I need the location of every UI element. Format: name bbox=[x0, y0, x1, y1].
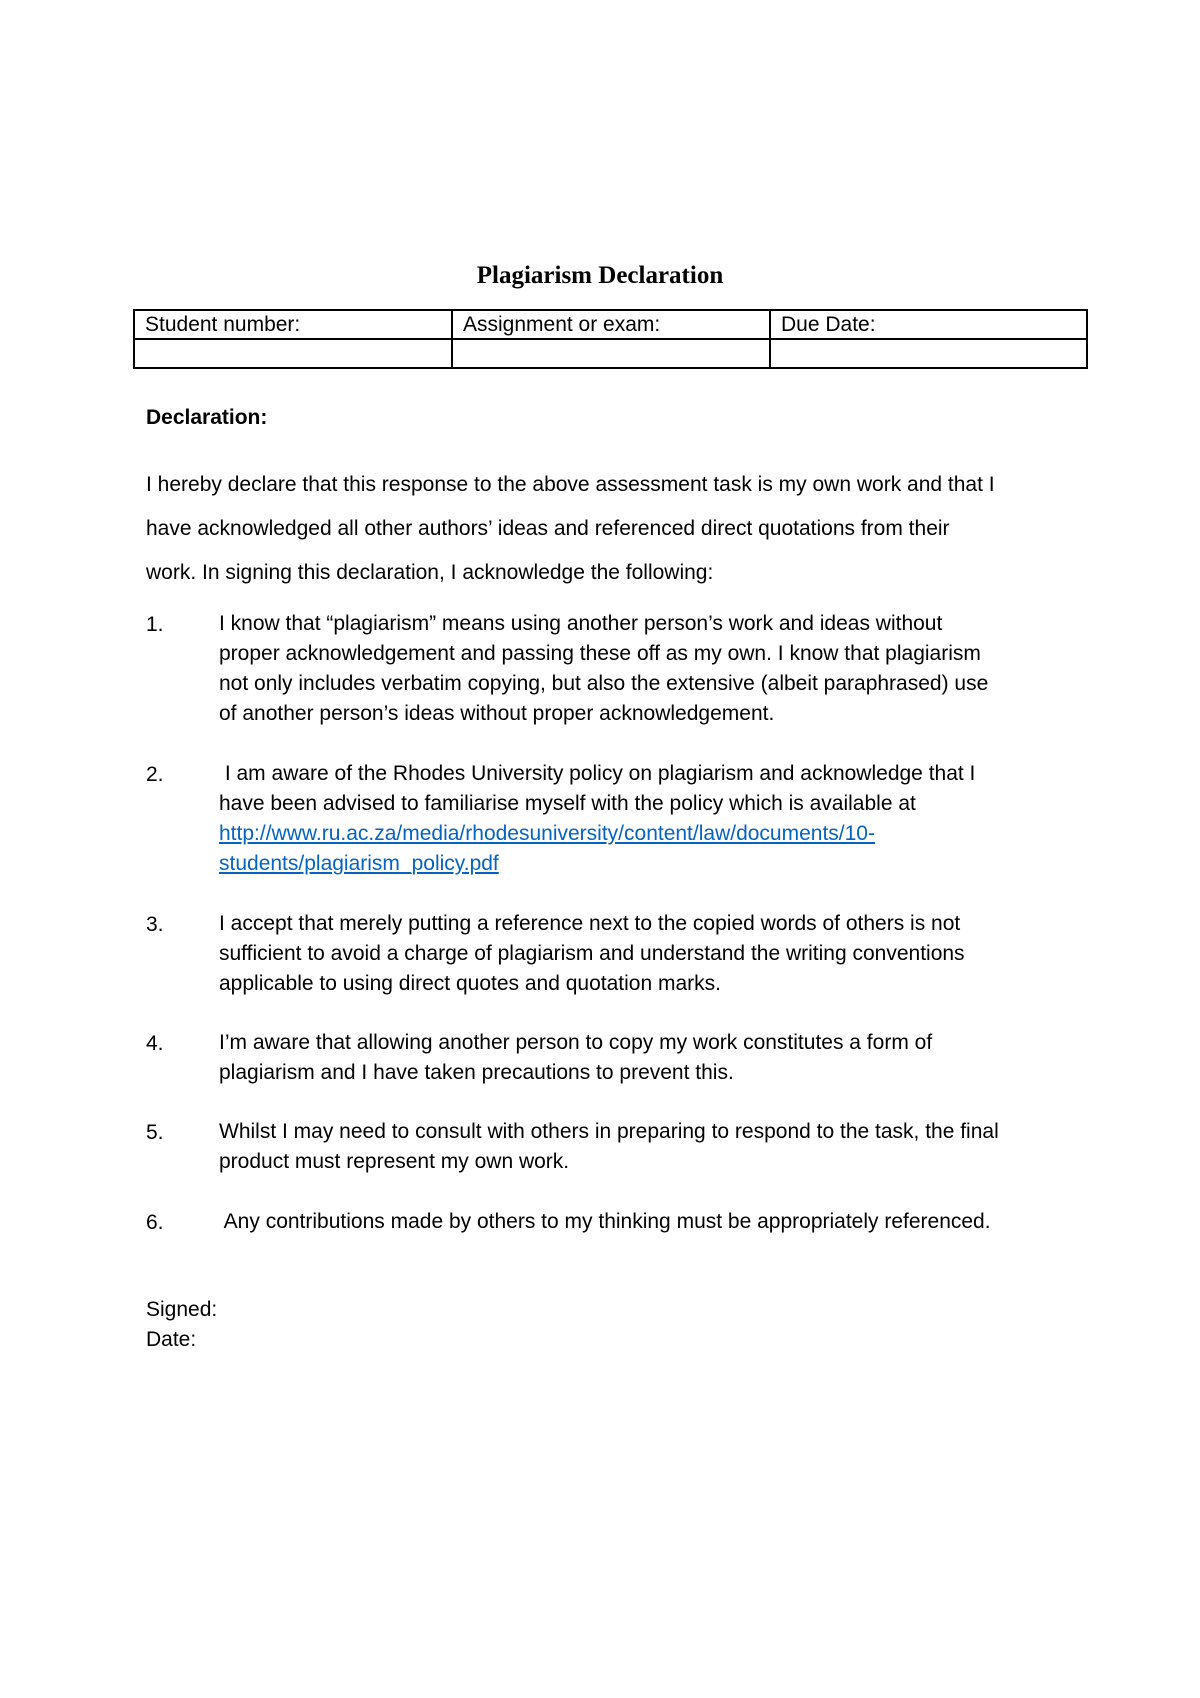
declaration-intro bbox=[146, 463, 1066, 595]
item-number: 4. bbox=[146, 1032, 164, 1055]
student-number-label: Student number: bbox=[134, 310, 452, 339]
policy-link[interactable] bbox=[219, 819, 1049, 879]
item-number: 6. bbox=[146, 1211, 164, 1234]
assignment-field[interactable] bbox=[452, 339, 770, 368]
item-line: sufficient to avoid a charge of plagiarism and understand the writing conventions bbox=[219, 942, 965, 965]
intro-line: I hereby declare that this response to the above assessment task is my own work and that I bbox=[146, 473, 995, 496]
item-line: plagiarism and I have taken precautions to prevent this. bbox=[219, 1061, 734, 1084]
item-text bbox=[219, 1207, 1049, 1237]
intro-line: work. In signing this declaration, I acknowledge the following: bbox=[146, 561, 714, 584]
item-number: 3. bbox=[146, 913, 164, 936]
item-number: 5. bbox=[146, 1121, 164, 1144]
due-date-label: Due Date: bbox=[770, 310, 1087, 339]
item-line: product must represent my own work. bbox=[219, 1150, 570, 1173]
item-line: I’m aware that allowing another person to copy my work constitutes a form of bbox=[219, 1031, 933, 1054]
item-number: 1. bbox=[146, 613, 164, 636]
intro-line: have acknowledged all other authors’ ideas and referenced direct quotations from their bbox=[146, 517, 950, 540]
signed-label: Signed: bbox=[146, 1298, 218, 1321]
declaration-heading: Declaration: bbox=[146, 406, 268, 429]
student-number-field[interactable] bbox=[134, 339, 452, 368]
item-number: 2. bbox=[146, 763, 164, 786]
item-text bbox=[219, 1028, 1049, 1088]
table-header-row bbox=[134, 310, 1087, 339]
item-text bbox=[219, 1117, 1049, 1177]
item-text bbox=[219, 759, 1049, 879]
item-line: proper acknowledgement and passing these off as my own. I know that plagiarism bbox=[219, 642, 981, 665]
policy-link-line: http://www.ru.ac.za/media/rhodesuniversity/content/law/documents/10- bbox=[219, 822, 875, 845]
item-line: have been advised to familiarise myself with the policy which is available at bbox=[219, 792, 916, 815]
item-text bbox=[219, 909, 1049, 999]
assignment-label: Assignment or exam: bbox=[452, 310, 770, 339]
item-line: of another person’s ideas without proper acknowledgement. bbox=[219, 702, 775, 725]
item-text bbox=[219, 609, 1049, 729]
item-line: applicable to using direct quotes and quotation marks. bbox=[219, 972, 721, 995]
item-line: Any contributions made by others to my thinking must be appropriately referenced. bbox=[219, 1210, 991, 1233]
item-line: I am aware of the Rhodes University policy on plagiarism and acknowledge that I bbox=[219, 762, 976, 785]
item-line: I accept that merely putting a reference next to the copied words of others is not bbox=[219, 912, 961, 935]
policy-link-line: students/plagiarism_policy.pdf bbox=[219, 852, 499, 875]
table-value-row bbox=[134, 339, 1087, 368]
item-line: I know that “plagiarism” means using another person’s work and ideas without bbox=[219, 612, 943, 635]
item-line: Whilst I may need to consult with others in preparing to respond to the task, the final bbox=[219, 1120, 999, 1143]
page-title: Plagiarism Declaration bbox=[476, 262, 724, 289]
date-label: Date: bbox=[146, 1328, 197, 1351]
due-date-field[interactable] bbox=[770, 339, 1087, 368]
student-info-table bbox=[133, 309, 1088, 369]
item-line: not only includes verbatim copying, but also the extensive (albeit paraphrased) use bbox=[219, 672, 989, 695]
